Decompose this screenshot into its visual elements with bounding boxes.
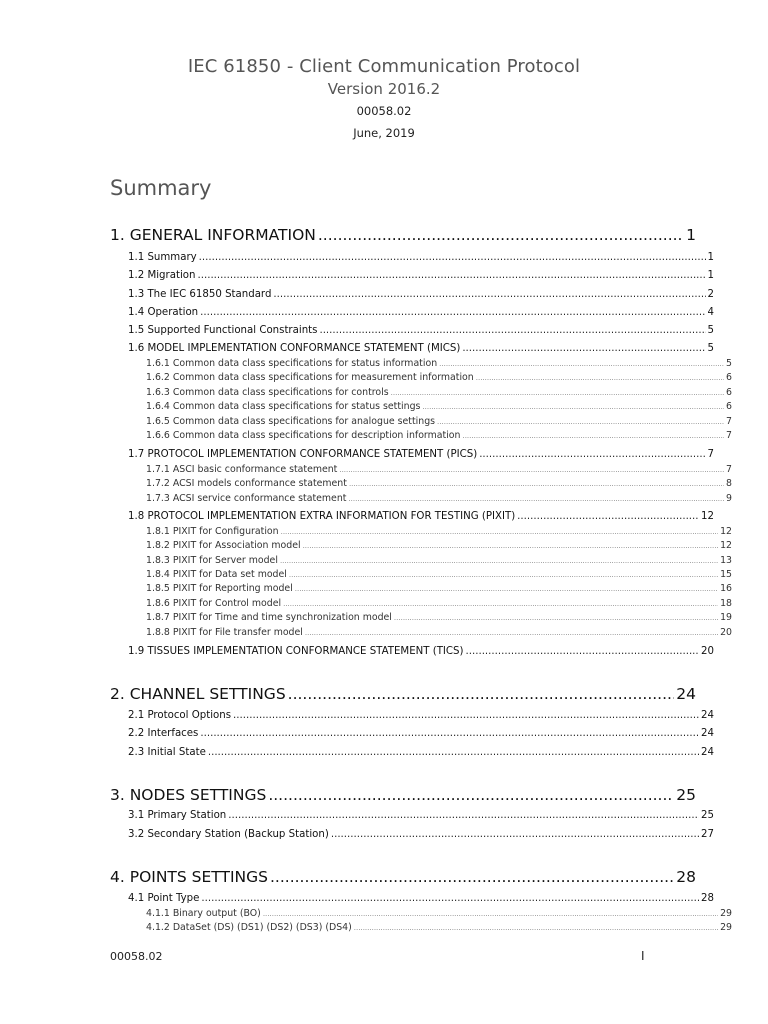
- toc-leader-dots: [422, 403, 724, 411]
- toc-subsection[interactable]: [110, 416, 732, 431]
- footer-doc-number: 00058.02: [110, 950, 163, 963]
- toc-entry-label: 1.7.3 ACSI service conformance statement: [146, 493, 347, 504]
- toc-subsection[interactable]: [110, 612, 732, 627]
- toc-entry-label: 1.1 Summary: [128, 252, 197, 263]
- toc-entry-page: 15: [720, 569, 732, 580]
- toc-section[interactable]: [110, 710, 714, 728]
- toc-leader-dots: [354, 924, 718, 932]
- toc-entry-page: 7: [726, 430, 732, 441]
- toc-leader-dots: [200, 728, 699, 739]
- toc-section[interactable]: [110, 728, 714, 746]
- toc-section[interactable]: [110, 810, 714, 828]
- toc-leader-dots: [339, 466, 724, 474]
- toc-leader-dots: [476, 374, 724, 382]
- toc-entry-label: 2.2 Interfaces: [128, 728, 199, 739]
- toc-entry-page: 7: [707, 449, 714, 460]
- toc-section[interactable]: [110, 747, 714, 765]
- toc-entry-page: 12: [720, 526, 732, 537]
- toc-section[interactable]: [110, 829, 714, 847]
- toc-subsection[interactable]: [110, 372, 732, 387]
- toc-leader-dots: [305, 629, 718, 637]
- toc-entry-label: 2. CHANNEL SETTINGS: [110, 685, 286, 703]
- toc-chapter[interactable]: [110, 685, 696, 707]
- toc-leader-dots: [318, 226, 684, 244]
- toc-leader-dots: [466, 646, 700, 657]
- toc-entry-label: 1.6.6 Common data class specifications for description information: [146, 430, 461, 441]
- toc-subsection[interactable]: [110, 569, 732, 584]
- toc-section[interactable]: [110, 289, 714, 307]
- toc-entry-label: 1.6.5 Common data class specifications for analogue settings: [146, 416, 436, 427]
- toc-entry-label: 3.1 Primary Station: [128, 810, 227, 821]
- toc-entry-page: 25: [701, 810, 714, 821]
- toc-subsection[interactable]: [110, 493, 732, 508]
- toc-entry-label: 1.6.3 Common data class specifications for controls: [146, 387, 389, 398]
- toc-entry-page: 12: [720, 540, 732, 551]
- toc-leader-dots: [479, 449, 705, 460]
- toc-leader-dots: [394, 614, 718, 622]
- toc-entry-label: 2.1 Protocol Options: [128, 710, 232, 721]
- document-date: June, 2019: [353, 126, 415, 140]
- toc-entry-label: 1.7 PROTOCOL IMPLEMENTATION CONFORMANCE STATEMENT (PICS): [128, 449, 478, 460]
- toc-entry-page: 9: [726, 493, 732, 504]
- toc-entry-label: 1. GENERAL INFORMATION: [110, 226, 316, 244]
- toc-leader-dots: [281, 528, 718, 536]
- toc-entry-label: 1.5 Supported Functional Constraints: [128, 325, 318, 336]
- toc-entry-label: 3.2 Secondary Station (Backup Station): [128, 829, 329, 840]
- toc-entry-page: 29: [720, 908, 732, 919]
- toc-entry-page: 27: [701, 829, 714, 840]
- toc-subsection[interactable]: [110, 598, 732, 613]
- toc-leader-dots: [197, 270, 705, 281]
- toc-entry-page: 13: [720, 555, 732, 566]
- toc-section[interactable]: [110, 646, 714, 664]
- toc-entry-label: 4.1.2 DataSet (DS) (DS1) (DS2) (DS3) (DS4): [146, 922, 352, 933]
- toc-entry-page: 1: [707, 270, 714, 281]
- toc-subsection[interactable]: [110, 430, 732, 445]
- toc-entry-page: 16: [720, 583, 732, 594]
- toc-leader-dots: [268, 786, 674, 804]
- toc-entry-label: 1.4 Operation: [128, 307, 199, 318]
- toc-leader-dots: [289, 571, 718, 579]
- toc-entry-label: 1.6.4 Common data class specifications for status settings: [146, 401, 421, 412]
- toc-entry-page: 6: [726, 387, 732, 398]
- toc-entry-label: 4. POINTS SETTINGS: [110, 868, 268, 886]
- toc-entry-label: 1.9 TISSUES IMPLEMENTATION CONFORMANCE STATEMENT (TICS): [128, 646, 464, 657]
- toc-entry-page: 24: [701, 747, 714, 758]
- toc-entry-label: 1.8.8 PIXIT for File transfer model: [146, 627, 303, 638]
- toc-leader-dots: [208, 747, 699, 758]
- toc-entry-label: 1.8.4 PIXIT for Data set model: [146, 569, 287, 580]
- toc-entry-page: 2: [707, 289, 714, 300]
- summary-heading: Summary: [110, 176, 212, 200]
- toc-entry-label: 2.3 Initial State: [128, 747, 206, 758]
- document-version: Version 2016.2: [327, 80, 441, 98]
- toc-entry-label: 1.8.1 PIXIT for Configuration: [146, 526, 279, 537]
- document-number: 00058.02: [356, 104, 412, 118]
- toc-leader-dots: [462, 432, 724, 440]
- toc-leader-dots: [273, 289, 705, 300]
- toc-subsection[interactable]: [110, 627, 732, 642]
- toc-entry-label: 4.1.1 Binary output (BO): [146, 908, 261, 919]
- toc-entry-label: 1.8.3 PIXIT for Server model: [146, 555, 278, 566]
- toc-leader-dots: [233, 710, 699, 721]
- toc-entry-label: 1.8.7 PIXIT for Time and time synchronization model: [146, 612, 392, 623]
- toc-section[interactable]: [110, 252, 714, 270]
- toc-subsection[interactable]: [110, 540, 732, 555]
- toc-leader-dots: [319, 325, 705, 336]
- toc-subsection[interactable]: [110, 526, 732, 541]
- toc-entry-page: 6: [726, 401, 732, 412]
- toc-entry-page: 7: [726, 416, 732, 427]
- toc-entry-page: 29: [720, 922, 732, 933]
- toc-entry-label: 1.8.6 PIXIT for Control model: [146, 598, 282, 609]
- toc-leader-dots: [349, 480, 724, 488]
- toc-entry-page: 8: [726, 478, 732, 489]
- toc-leader-dots: [303, 542, 718, 550]
- toc-entry-page: 24: [701, 710, 714, 721]
- toc-entry-label: 1.2 Migration: [128, 270, 196, 281]
- toc-entry-page: 1: [686, 226, 696, 244]
- toc-entry-label: 1.7.1 ASCI basic conformance statement: [146, 464, 338, 475]
- toc-chapter[interactable]: [110, 868, 696, 890]
- toc-entry-page: 5: [726, 358, 732, 369]
- toc-leader-dots: [348, 495, 724, 503]
- toc-entry-label: 1.6 MODEL IMPLEMENTATION CONFORMANCE STATEMENT (MICS): [128, 343, 461, 354]
- toc-entry-page: 5: [707, 325, 714, 336]
- toc-entry-label: 1.3 The IEC 61850 Standard: [128, 289, 272, 300]
- toc-entry-page: 19: [720, 612, 732, 623]
- toc-subsection[interactable]: [110, 908, 732, 923]
- toc-subsection[interactable]: [110, 583, 732, 598]
- toc-entry-page: 12: [701, 511, 714, 522]
- toc-chapter[interactable]: [110, 226, 696, 248]
- toc-subsection[interactable]: [110, 464, 732, 479]
- toc-leader-dots: [295, 585, 718, 593]
- toc-entry-label: 4.1 Point Type: [128, 893, 200, 904]
- toc-leader-dots: [283, 600, 718, 608]
- toc-leader-dots: [437, 418, 724, 426]
- toc-entry-page: 25: [676, 786, 696, 804]
- toc-entry-page: 6: [726, 372, 732, 383]
- toc-leader-dots: [391, 389, 724, 397]
- toc-leader-dots: [331, 829, 699, 840]
- toc-leader-dots: [270, 868, 674, 886]
- toc-section[interactable]: [110, 307, 714, 325]
- toc-chapter[interactable]: [110, 786, 696, 808]
- toc-entry-label: 1.8 PROTOCOL IMPLEMENTATION EXTRA INFORMATION FOR TESTING (PIXIT): [128, 511, 516, 522]
- toc-entry-label: 1.8.5 PIXIT for Reporting model: [146, 583, 293, 594]
- toc-entry-page: 4: [707, 307, 714, 318]
- toc-entry-page: 7: [726, 464, 732, 475]
- footer-page-number: I: [641, 949, 645, 963]
- toc-leader-dots: [199, 252, 706, 263]
- toc-entry-page: 28: [701, 893, 714, 904]
- toc-entry-label: 1.8.2 PIXIT for Association model: [146, 540, 301, 551]
- toc-entry-label: 1.6.2 Common data class specifications for measurement information: [146, 372, 474, 383]
- toc-entry-page: 18: [720, 598, 732, 609]
- toc-leader-dots: [439, 360, 724, 368]
- toc-leader-dots: [263, 910, 718, 918]
- toc-entry-page: 28: [676, 868, 696, 886]
- toc-entry-page: 20: [720, 627, 732, 638]
- toc-subsection[interactable]: [110, 922, 732, 937]
- toc-entry-label: 1.6.1 Common data class specifications for status information: [146, 358, 438, 369]
- toc-entry-page: 1: [707, 252, 714, 263]
- toc-subsection[interactable]: [110, 358, 732, 373]
- toc-leader-dots: [201, 893, 699, 904]
- toc-leader-dots: [288, 685, 675, 703]
- toc-entry-page: 5: [707, 343, 714, 354]
- toc-entry-page: 24: [701, 728, 714, 739]
- toc-subsection[interactable]: [110, 387, 732, 402]
- toc-leader-dots: [462, 343, 705, 354]
- toc-leader-dots: [228, 810, 699, 821]
- toc-subsection[interactable]: [110, 401, 732, 416]
- toc-leader-dots: [517, 511, 699, 522]
- toc-leader-dots: [280, 557, 718, 565]
- toc-entry-page: 20: [701, 646, 714, 657]
- toc-entry-label: 1.7.2 ACSI models conformance statement: [146, 478, 347, 489]
- toc-entry-page: 24: [676, 685, 696, 703]
- toc-subsection[interactable]: [110, 555, 732, 570]
- toc-section[interactable]: [110, 270, 714, 288]
- toc-subsection[interactable]: [110, 478, 732, 493]
- document-title: IEC 61850 - Client Communication Protocol: [187, 56, 581, 77]
- toc-entry-label: 3. NODES SETTINGS: [110, 786, 267, 804]
- toc-leader-dots: [200, 307, 705, 318]
- toc-section[interactable]: [110, 325, 714, 343]
